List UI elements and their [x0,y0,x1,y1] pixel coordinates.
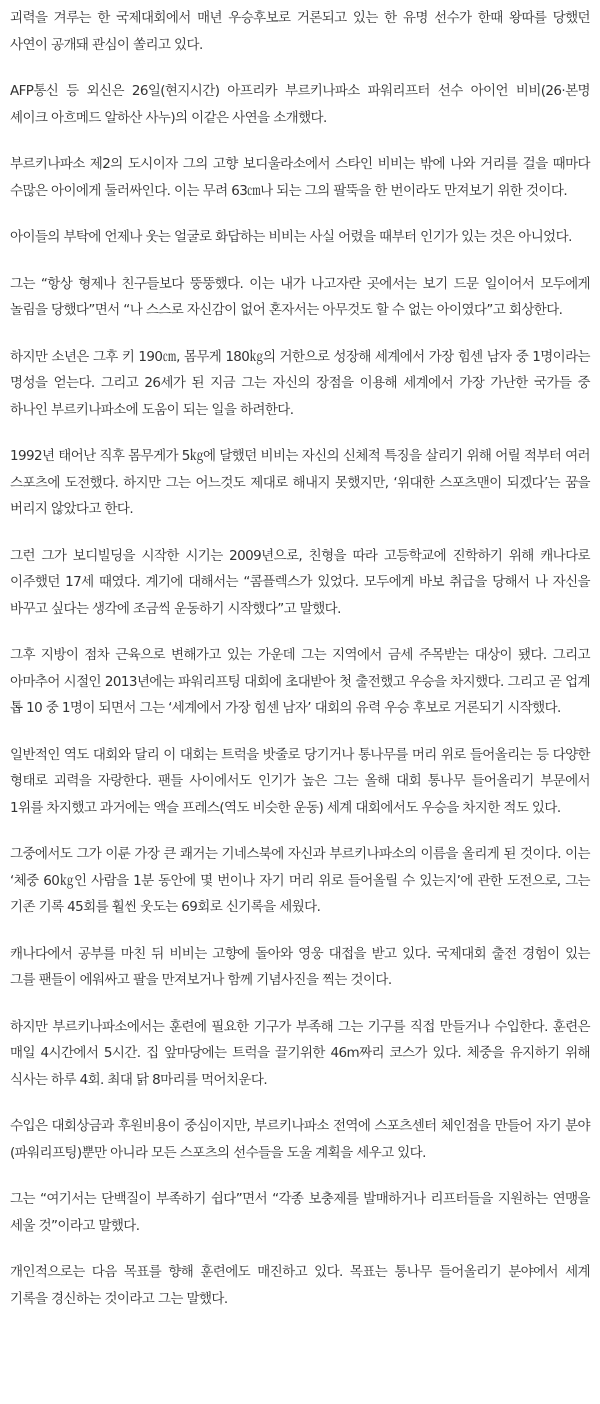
paragraph: 괴력을 겨루는 한 국제대회에서 매년 우승후보로 거론되고 있는 한 유명 선수가 한때 왕따를 당했던 사연이 공개돼 관심이 쏠리고 있다. [10,10,590,53]
paragraph: 그런 그가 보디빌딩을 시작한 시기는 2009년으로, 친형을 따라 고등학교에 진학하기 위해 캐나다로 이주했던 17세 때였다. 계기에 대해서는 “콤플렉스가 있었다. 모두에게 바보 취급을 당해서 나 자신을 바꾸고 싶다는 생각에 조금씩 운동하기 시작했다”고 말했다. [10,547,590,617]
paragraph: 하지만 부르키나파소에서는 훈련에 필요한 기구가 부족해 그는 기구를 직접 만들거나 수입한다. 훈련은 매일 4시간에서 5시간. 집 앞마당에는 트럭을 끌기위한 46m짜리 코스가 있다. 체중을 유지하기 위해 식사는 하루 4회. 최대 닭 8마리를 먹어치운다. [10,1018,590,1088]
paragraph: 캐나다에서 공부를 마친 뒤 비비는 고향에 돌아와 영웅 대접을 받고 있다. 국제대회 출전 경험이 있는 그를 팬들이 에워싸고 팔을 만져보거나 함께 기념사진을 찍는 것이다. [10,945,590,988]
paragraph: 그는 “여기서는 단백질이 부족하기 쉽다”면서 “각종 보충제를 발매하거나 리프터들을 지원하는 연맹을 세울 것”이라고 말했다. [10,1191,590,1234]
paragraph: 부르키나파소 제2의 도시이자 그의 고향 보디울라소에서 스타인 비비는 밖에 나와 거리를 걸을 때마다 수많은 아이에게 둘러싸인다. 이는 무려 63㎝나 되는 그의 팔뚝을 한 번이라도 만져보기 위한 것이다. [10,156,590,199]
paragraph: AFP통신 등 외신은 26일(현지시간) 아프리카 부르키나파소 파워리프터 선수 아이언 비비(26·본명 셰이크 아흐메드 알하산 사누)의 이같은 사연을 소개했다. [10,83,590,126]
paragraph: 그중에서도 그가 이룬 가장 큰 쾌거는 기네스북에 자신과 부르키나파소의 이름을 올리게 된 것이다. 이는 ‘체중 60㎏인 사람을 1분 동안에 몇 번이나 자기 머리 위로 들어올릴 수 있는지’에 관한 도전으로, 그는 기존 기록 45회를 훨씬 웃도는 69회로 신기록을 세웠다. [10,846,590,915]
paragraph: 그후 지방이 점차 근육으로 변해가고 있는 가운데 그는 지역에서 금세 주목받는 대상이 됐다. 그리고 아마추어 시절인 2013년에는 파워리프팅 대회에 초대받아 첫 출전했고 우승을 차지했다. 그리고 곧 업계 톱 10 중 1명이 되면서 그는 ‘세계에서 가장 힘센 남자’ 대회의 유력 우승 후보로 거론되기 시작했다. [10,647,590,716]
paragraph: 1992년 태어난 직후 몸무게가 5㎏에 달했던 비비는 자신의 신체적 특징을 살리기 위해 어릴 적부터 여러 스포츠에 도전했다. 하지만 그는 어느것도 제대로 해내지 못했지만, ‘위대한 스포츠맨이 되겠다’는 꿈을 버리지 않았다고 한다. [10,448,590,517]
paragraph: 아이들의 부탁에 언제나 웃는 얼굴로 화답하는 비비는 사실 어렸을 때부터 인기가 있는 것은 아니었다. [10,229,572,245]
paragraph: 개인적으로는 다음 목표를 향해 훈련에도 매진하고 있다. 목표는 통나무 들어올리기 분야에서 세계 기록을 경신하는 것이라고 그는 말했다. [10,1264,590,1307]
paragraph: 수입은 대회상금과 후원비용이 중심이지만, 부르키나파소 전역에 스포츠센터 체인점을 만들어 자기 분야(파워리프팅)뿐만 아니라 모든 스포츠의 선수들을 도울 계획을 세우고 있다. [10,1118,590,1161]
paragraph: 일반적인 역도 대회와 달리 이 대회는 트럭을 밧줄로 당기거나 통나무를 머리 위로 들어올리는 등 다양한 형태로 괴력을 자랑한다. 팬들 사이에서도 인기가 높은 그는 올해 대회 통나무 들어올리기 부문에서 1위를 차지했고 과거에는 액슬 프레스(역도 비슷한 운동) 세계 대회에서도 우승을 차지한 적도 있다. [10,746,590,816]
paragraph: 하지만 소년은 그후 키 190㎝, 몸무게 180㎏의 거한으로 성장해 세계에서 가장 힘센 남자 중 1명이라는 명성을 얻는다. 그리고 26세가 된 지금 그는 자신의 장점을 이용해 세계에서 가장 가난한 국가들 중 하나인 부르키나파소에 도움이 되는 일을 하려한다. [10,348,590,418]
paragraph: 그는 “항상 형제나 친구들보다 뚱뚱했다. 이는 내가 나고자란 곳에서는 보기 드문 일이어서 모두에게 놀림을 당했다”면서 “나 스스로 자신감이 없어 혼자서는 아무것도 할 수 없는 아이였다”고 회상한다. [10,275,590,318]
